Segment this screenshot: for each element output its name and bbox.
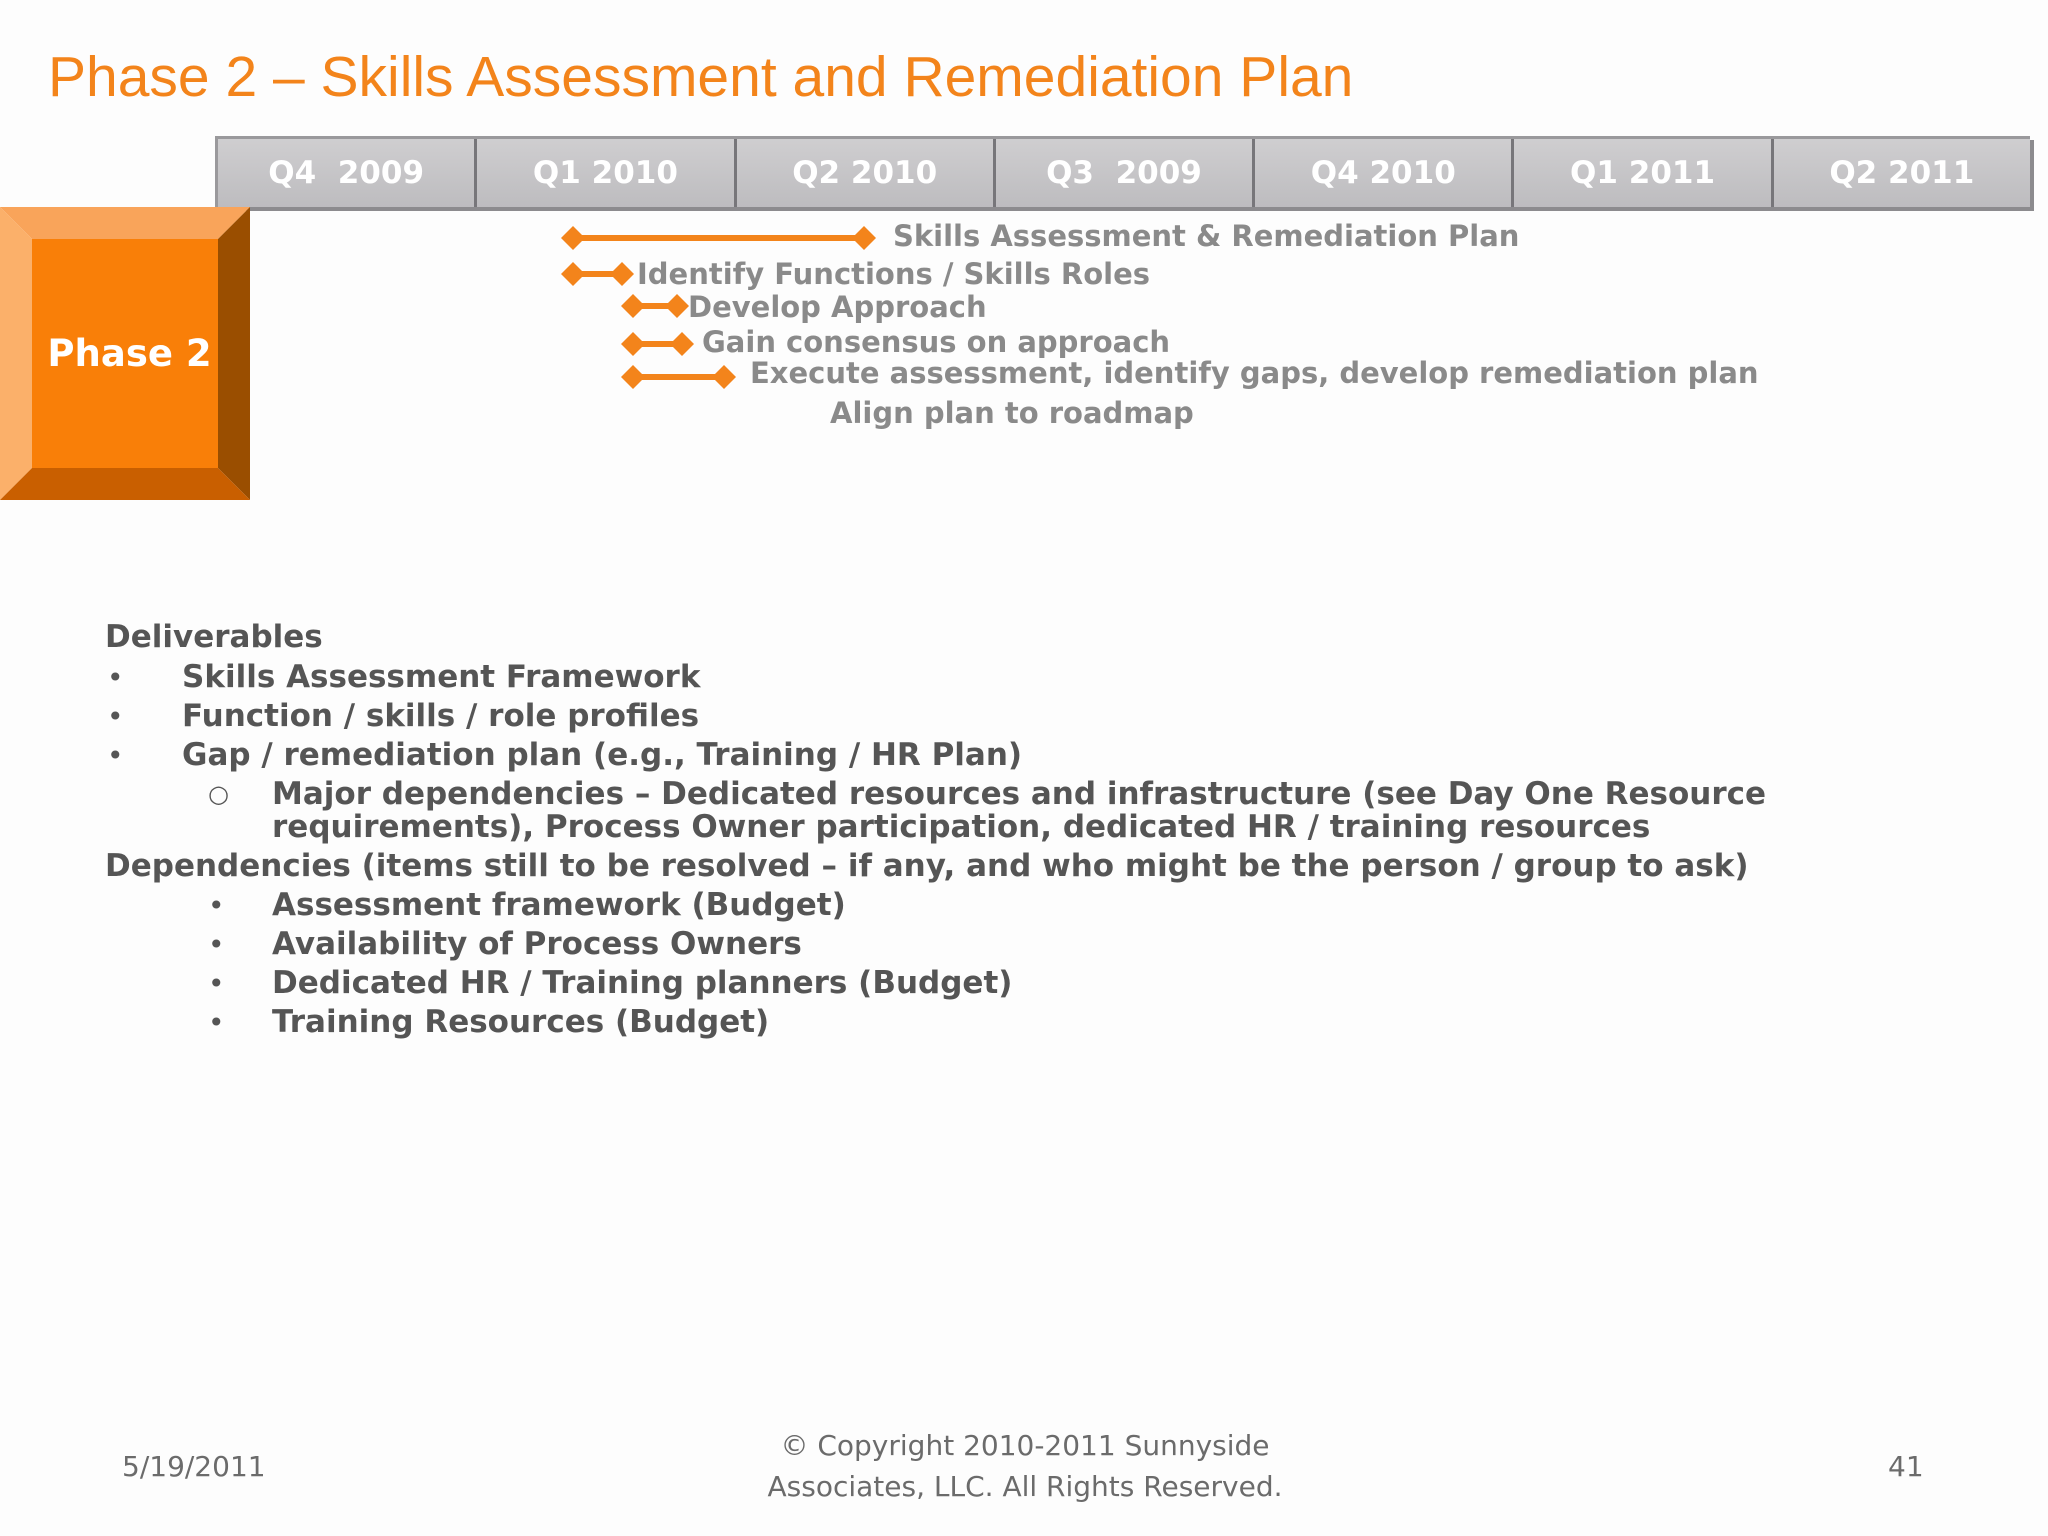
phase-label: Phase 2 [47, 332, 212, 375]
bullet-icon: • [107, 700, 124, 733]
task-label: Execute assessment, identify gaps, develop remediation plan [750, 356, 1759, 390]
deliverable-item: Gap / remediation plan (e.g., Training / HR Plan) [182, 737, 1023, 773]
milestone-diamond-icon [621, 294, 645, 318]
quarter-cell: Q3 2009 [996, 139, 1255, 207]
quarter-cell: Q1 2010 [477, 139, 736, 207]
quarter-cell: Q4 2010 [1255, 139, 1514, 207]
footer-copyright [700, 1425, 1350, 1507]
page-number: 41 [1888, 1450, 1924, 1483]
milestone-diamond-icon [561, 262, 585, 286]
quarter-cell: Q4 2009 [218, 139, 477, 207]
deliverable-item: Skills Assessment Framework [182, 659, 701, 695]
milestone-diamond-icon [561, 226, 585, 250]
circle-bullet-icon: ○ [208, 780, 229, 808]
task-label: Gain consensus on approach [702, 325, 1171, 359]
bullet-icon: • [208, 1006, 225, 1039]
milestone-diamond-icon [610, 262, 634, 286]
task-label: Identify Functions / Skills Roles [637, 257, 1151, 291]
footer-date: 5/19/2011 [122, 1450, 266, 1483]
milestone-diamond-icon [712, 365, 736, 389]
dependency-item: Assessment framework (Budget) [272, 887, 846, 923]
bullet-icon: • [208, 889, 225, 922]
milestone-diamond-icon [670, 332, 694, 356]
quarter-cell: Q2 2011 [1774, 139, 2030, 207]
copyright-line: Associates, LLC. All Rights Reserved. [767, 1470, 1283, 1503]
bullet-icon: • [208, 967, 225, 1000]
milestone-diamond-icon [665, 294, 689, 318]
task-label: Align plan to roadmap [830, 396, 1194, 430]
task-label: Skills Assessment & Remediation Plan [893, 219, 1520, 253]
task-label: Develop Approach [688, 290, 987, 324]
dependencies-heading: Dependencies (items still to be resolved – if any, and who might be the person / group to ask) [105, 848, 1749, 884]
milestone-diamond-icon [621, 365, 645, 389]
deliverable-item: Function / skills / role profiles [182, 698, 700, 734]
slide-title: Phase 2 – Skills Assessment and Remediation Plan [48, 45, 1354, 109]
dependency-item: Training Resources (Budget) [272, 1004, 770, 1040]
bullet-icon: • [208, 928, 225, 961]
copyright-line: © Copyright 2010-2011 Sunnyside [780, 1429, 1270, 1462]
quarter-cell: Q2 2010 [737, 139, 996, 207]
bullet-icon: • [107, 739, 124, 772]
milestone-diamond-icon [852, 226, 876, 250]
sub-item-line: Major dependencies – Dedicated resources and infrastructure (see Day One Resource [272, 776, 1767, 812]
quarter-cell: Q1 2011 [1514, 139, 1773, 207]
sub-item-line: requirements), Process Owner participation, dedicated HR / training resources [272, 809, 1651, 845]
deliverables-heading: Deliverables [105, 619, 323, 655]
dependency-item: Availability of Process Owners [272, 926, 802, 962]
milestone-diamond-icon [621, 332, 645, 356]
dependency-item: Dedicated HR / Training planners (Budget) [272, 965, 1013, 1001]
bullet-icon: • [107, 661, 124, 694]
